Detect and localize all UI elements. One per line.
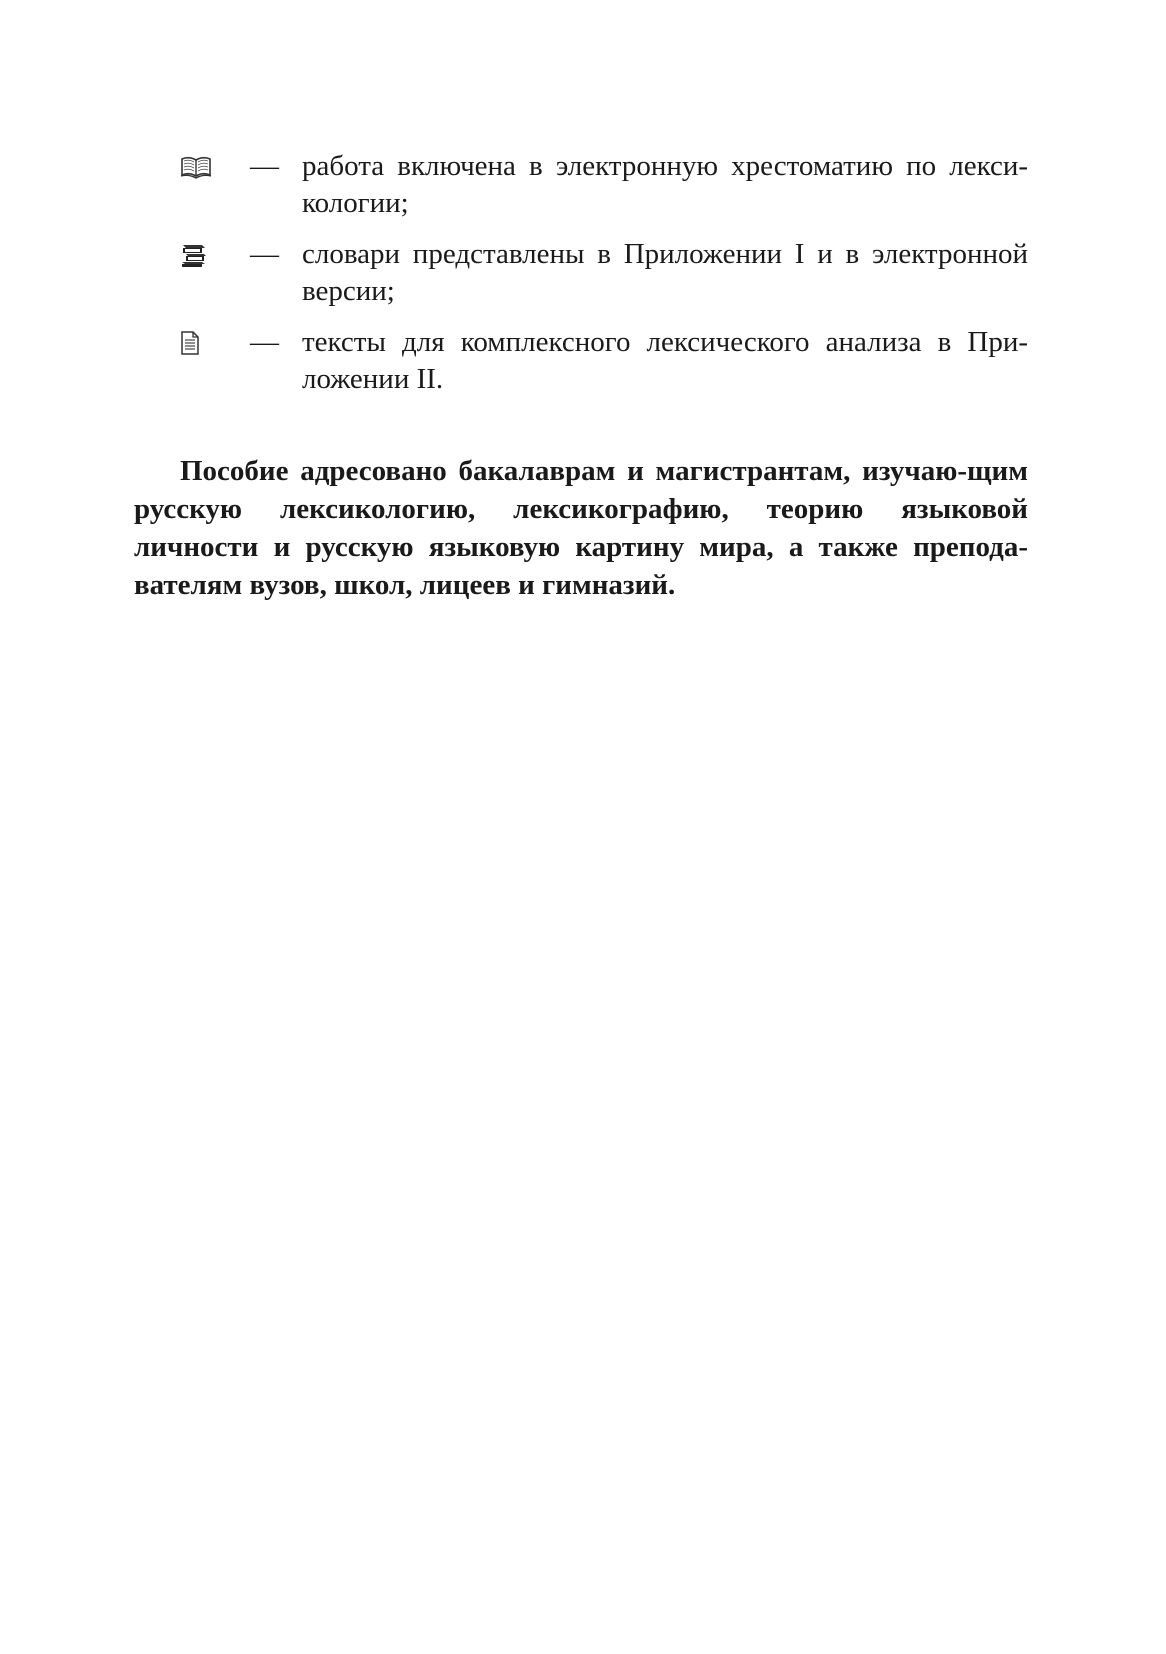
- legend-item-anthology: [180, 148, 1028, 222]
- intro-paragraph: Пособие адресовано бакалаврам и магистрантам, изучаю-щим русскую лексикологию, лексикографию, теорию языковой личности и русскую языковую картину мира, а также препода-вателям вузов, школ, лицеев и гимназий.: [134, 455, 1028, 601]
- document-icon: [180, 324, 244, 361]
- books-stack-icon: [180, 236, 244, 273]
- legend-dash: —: [250, 238, 279, 270]
- legend-text: работа включена в электронную хрестоматию по лекси-кологии;: [302, 150, 1028, 219]
- legend-text: тексты для комплексного лексического анализа в При-ложении II.: [302, 326, 1028, 395]
- legend-dash: —: [250, 326, 279, 358]
- legend-item-dictionaries: [180, 236, 1028, 310]
- book-icon: [180, 148, 244, 185]
- legend-text: словари представлены в Приложении I и в электронной версии;: [302, 238, 1028, 307]
- legend-list: [180, 148, 1028, 412]
- legend-dash: —: [250, 150, 279, 182]
- legend-item-texts: [180, 324, 1028, 398]
